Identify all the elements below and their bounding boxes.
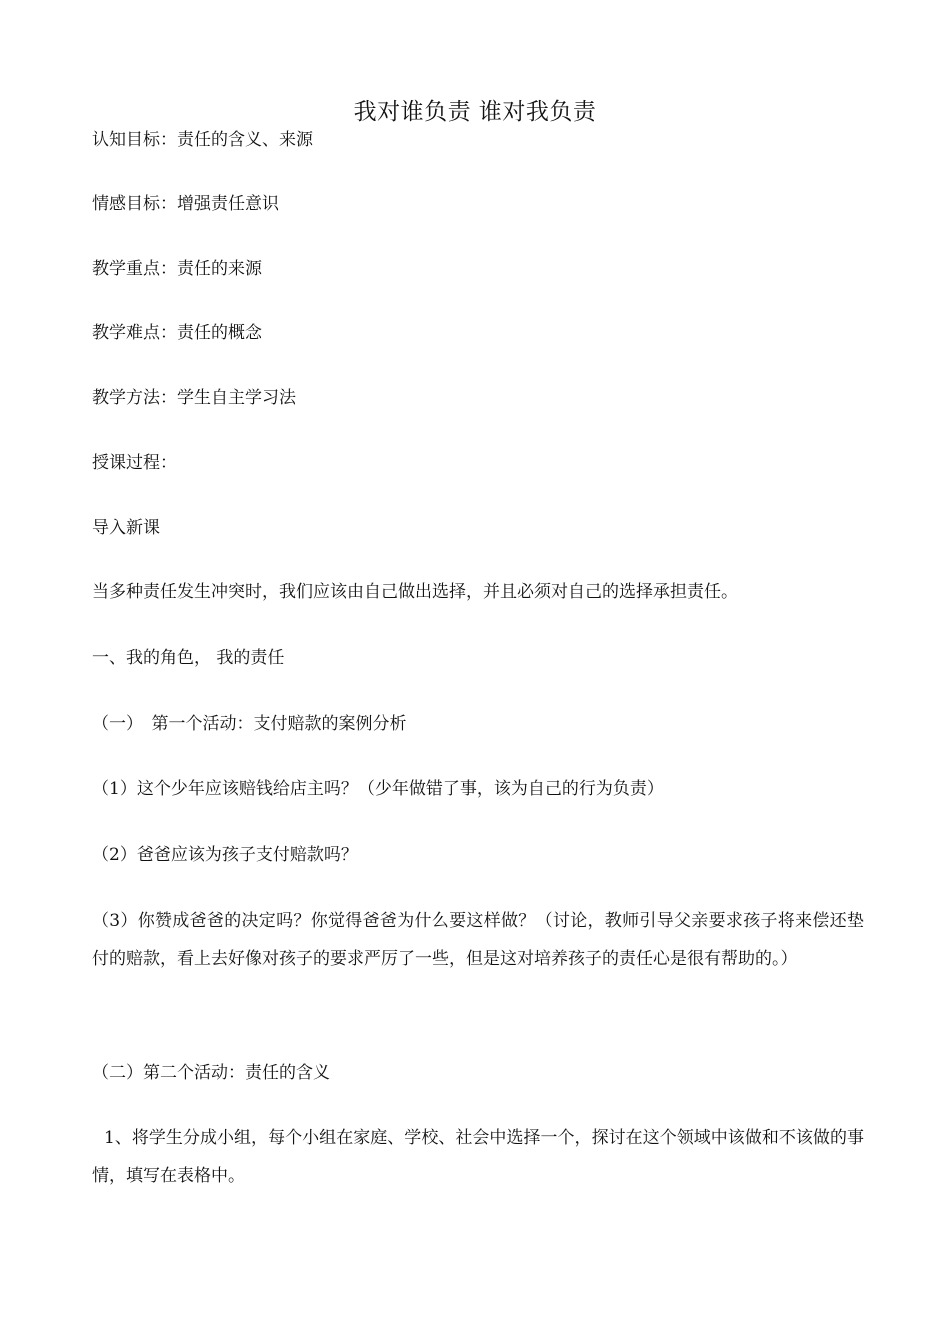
- question-item: （1）这个少年应该赔钱给店主吗？（少年做错了事，该为自己的行为负责）: [92, 779, 664, 799]
- section-heading: 一、我的角色， 我的责任: [92, 648, 285, 668]
- step-paragraph: 1、将学生分成小组，每个小组在家庭、学校、社会中选择一个，探讨在这个领域中该做和不该做的事情，填写在表格中。: [92, 1128, 864, 1186]
- teaching-method: 教学方法：学生自主学习法: [92, 388, 296, 408]
- activity-heading: （一） 第一个活动：支付赔款的案例分析: [92, 714, 407, 734]
- intro-heading: 导入新课: [92, 518, 160, 538]
- question-paragraph: （3）你赞成爸爸的决定吗？你觉得爸爸为什么要这样做？（讨论，教师引导父亲要求孩子将来偿还垫付的赔款，看上去好像对孩子的要求严厉了一些，但是这对培养孩子的责任心是很有帮助的。）: [92, 911, 864, 969]
- emotional-objective: 情感目标：增强责任意识: [92, 194, 279, 214]
- intro-text: 当多种责任发生冲突时，我们应该由自己做出选择，并且必须对自己的选择承担责任。: [92, 582, 738, 602]
- teaching-difficulty: 教学难点：责任的概念: [92, 323, 262, 343]
- document-title: 我对谁负责 谁对我负责: [353, 99, 597, 125]
- lesson-process-heading: 授课过程：: [92, 453, 177, 473]
- question-item: （2）爸爸应该为孩子支付赔款吗？: [92, 845, 358, 865]
- activity-heading: （二）第二个活动：责任的含义: [92, 1063, 330, 1083]
- teaching-focus: 教学重点：责任的来源: [92, 259, 262, 279]
- cognitive-objective: 认知目标：责任的含义、来源: [92, 130, 313, 150]
